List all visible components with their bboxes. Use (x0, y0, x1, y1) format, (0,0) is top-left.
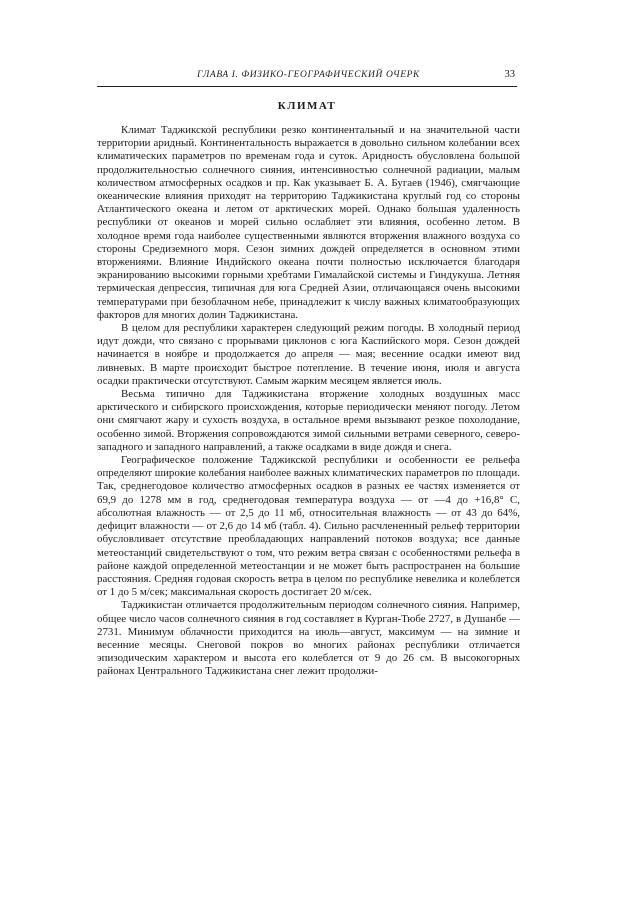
running-title: ГЛАВА I. ФИЗИКО-ГЕОГРАФИЧЕСКИЙ ОЧЕРК (197, 70, 420, 80)
section-title: КЛИМАТ (277, 100, 337, 112)
paragraph: Географическое положение Таджикской республики и особенности ее рельефа определяют широкие колебания наиболее важных климатических параметров по площади. Так, среднегодовое количество атмосферных осадков в разных ее частях изменяется от 69,9 до 1278 мм в год, среднегодовая температура воздуха — от —4 до +16,8° С, абсолютная влажность — от 2,5 до 11 мб, относительная влажность — от 43 до 64%, дефицит влажности — от 2,6 до 14 мб (табл. 4). Сильно расчлененный рельеф территории обусловливает отсутствие преобладающих направлений потоков воздуха; все данные метеостанций свидетельствуют о том, что режим ветра связан с особенностями рельефа в районе каждой определенной метеостанции и не может быть распространен на большие расстояния. Средняя годовая скорость ветра в целом по республике невелика и колеблется от 1 до 5 м/сек; максимальная скорость достигает 20 м/сек. (97, 454, 520, 599)
page-number: 33 (504, 69, 515, 80)
paragraph: Климат Таджикской республики резко континентальный и на значительной части территории аридный. Континентальность выражается в довольно сильном колебании всех климатических параметров по временам года и суток. Аридность обусловлена большой продолжительностью солнечного сияния, интенсивностью солнечной радиации, малым количеством атмосферных осадков и пр. Как указывает Б. А. Бугаев (1946), смягчающие океанические влияния приходят на территорию Таджикистана круглый год со стороны Атлантического океана и летом от арктических морей. Однако большая удаленность республики от океанов и морей сильно ослабляет эти влияния, особенно летом. В холодное время года наиболее существенными являются вторжения влажного воздуха со стороны Средиземного моря. Сезон зимних дождей определяется в основном этими вторжениями. Влияние Индийского океана почти полностью исключается благодаря экранированию высокими горными хребтами Гималайской системы и Гиндукуша. Летняя термическая депрессия, типичная для юга Средней Азии, отличающаяся очень высокими температурами при безоблачном небе, принадлежит к числу важных климатообразующих факторов для многих долин Таджикистана. (97, 124, 520, 321)
paragraph: Таджикистан отличается продолжительным периодом солнечного сияния. Например, общее число часов солнечного сияния в год составляет в Курган-Тюбе 2727, в Душанбе — 2731. Минимум облачности приходится на июль—август, максимум — на зимние и весенние месяцы. Снеговой покров во многих районах республики отличается эпизодическим характером и высота его колеблется от 9 до 26 см. В высокогорных районах Центрального Таджикистана снег лежит продолжи- (97, 599, 520, 678)
paragraph: В целом для республики характерен следующий режим погоды. В холодный период идут дожди, что связано с прорывами циклонов с юга Каспийского моря. Сезон дождей начинается в ноябре и продолжается до апреля — мая; весенние осадки имеют вид ливневых. В марте происходит быстрое потепление. В течение июня, июля и августа осадки практически отсутствуют. Самым жарким месяцем является июль. (97, 322, 520, 387)
body-text (97, 124, 520, 679)
paragraph: Весьма типично для Таджикистана вторжение холодных воздушных масс арктического и сибирского происхождения, которые периодически меняют погоду. Летом они смягчают жару и сухость воздуха, в остальное время вызывают резкое похолодание, особенно зимой. Вторжения сопровождаются зимой сильными ветрами северного, северо-западного и западного направлений, а также осадками в виде дождя и снега. (97, 388, 520, 453)
header-rule (97, 86, 517, 87)
running-header (97, 68, 515, 84)
